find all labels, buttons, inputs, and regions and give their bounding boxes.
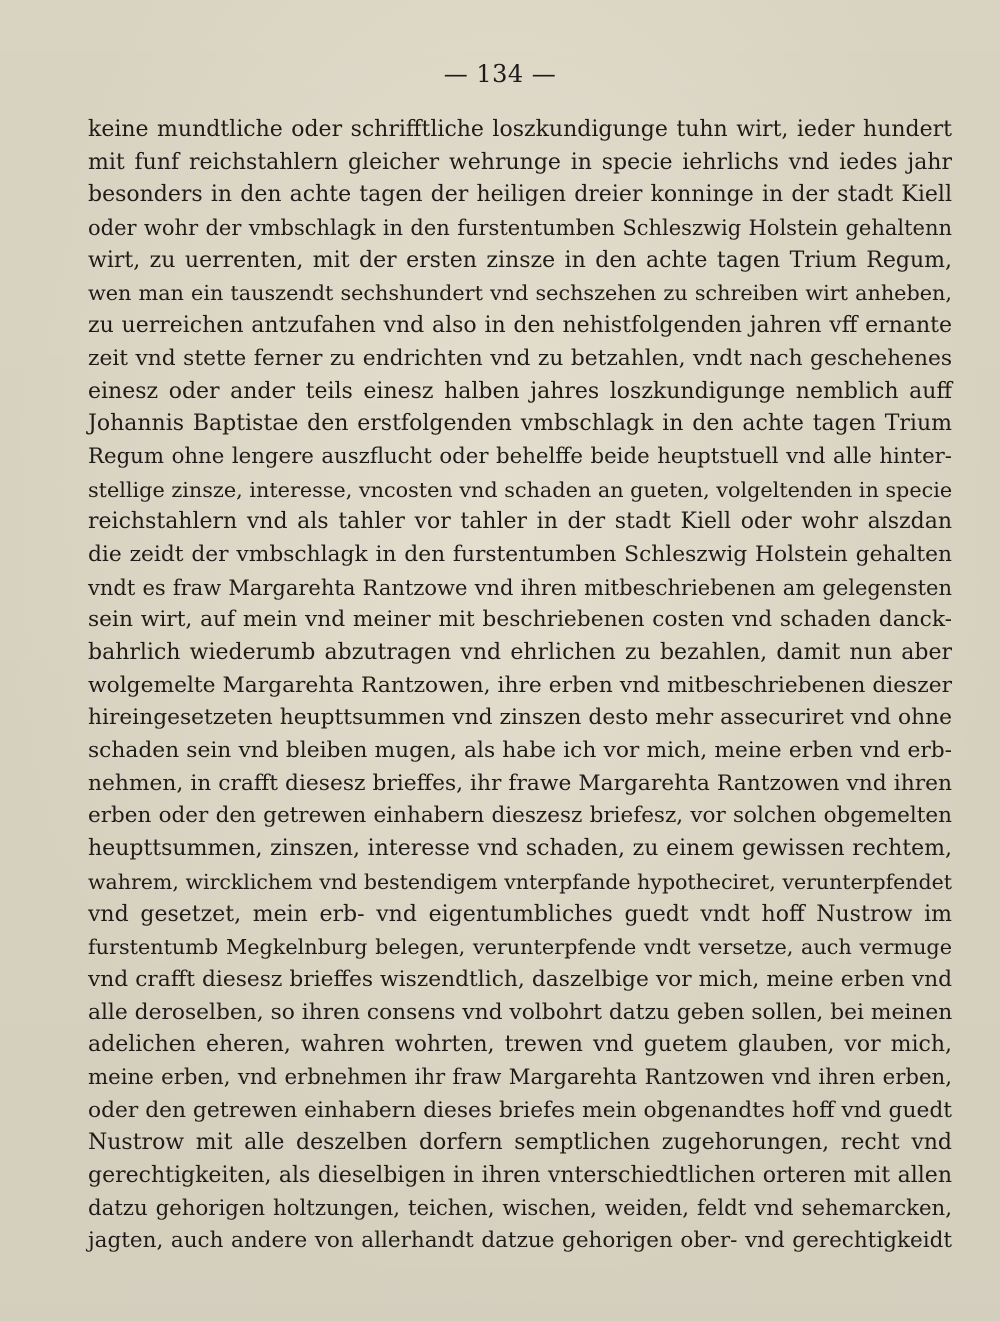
text-line: oder wohr der vmbschlagk in den furstentumben Schleszwig Holstein gehaltenn xyxy=(88,216,952,241)
text-line: furstentumb Megkelnburg belegen, verunterpfende vndt versetze, auch vermuge xyxy=(88,935,952,960)
text-line: wirt, zu uerrenten, mit der ersten zinsze in den achte tagen Trium Regum, xyxy=(88,247,952,273)
text-line: Nustrow mit alle deszelben dorfern semptlichen zugehorungen, recht vnd xyxy=(88,1130,952,1156)
text-line: oder den getrewen einhabern dieses briefes mein obgenandtes hoff vnd guedt xyxy=(88,1097,952,1123)
text-line: nehmen, in crafft diesesz brieffes, ihr frawe Margarehta Rantzowen vnd ihren xyxy=(88,770,952,796)
text-line: bahrlich wiederumb abzutragen vnd ehrlichen zu bezahlen, damit nun aber xyxy=(88,640,952,665)
text-line: heupttsummen, zinszen, interesse vnd schaden, zu einem gewissen rechtem, xyxy=(88,836,952,862)
text-line: sein wirt, auf mein vnd meiner mit beschriebenen costen vnd schaden danck- xyxy=(88,607,952,633)
text-line: adelichen eheren, wahren wohrten, trewen vnd guetem glauben, vor mich, xyxy=(88,1032,952,1058)
text-line: erben oder den getrewen einhabern dieszesz briefesz, vor solchen obgemelten xyxy=(88,803,952,829)
text-line: vnd gesetzet, mein erb- vnd eigentumbliches guedt vndt hoff Nustrow im xyxy=(88,901,952,927)
text-line: hireingesetzeten heupttsummen vnd zinszen desto mehr assecuriret vnd ohne xyxy=(88,705,952,731)
text-line: stellige zinsze, interesse, vncosten vnd schaden an gueten, volgeltenden in specie xyxy=(88,477,953,502)
text-line: einesz oder ander teils einesz halben jahres loszkundigunge nemblich auff xyxy=(88,378,952,404)
text-line: reichstahlern vnd als tahler vor tahler in der stadt Kiell oder wohr alszdan xyxy=(88,509,952,535)
body-text xyxy=(88,114,952,1258)
text-line: die zeidt der vmbschlagk in den furstentumben Schleszwig Holstein gehalten xyxy=(88,541,952,567)
text-line: wahrem, wircklichem vnd bestendigem vnterpfande hypotheciret, verunterpfendet xyxy=(88,869,952,894)
text-line: zeit vnd stette ferner zu endrichten vnd zu betzahlen, vndt nach geschehenes xyxy=(88,345,952,371)
text-line: schaden sein vnd bleiben mugen, als habe ich vor mich, meine erben vnd erb- xyxy=(88,738,952,764)
text-line: wolgemelte Margarehta Rantzowen, ihre erben vnd mitbeschriebenen dieszer xyxy=(88,672,952,698)
page-number: — 134 — xyxy=(443,60,557,88)
text-line: vndt es fraw Margarehta Rantzowe vnd ihren mitbeschriebenen am gelegensten xyxy=(88,575,952,600)
text-line: zu uerreichen antzufahen vnd also in den nehistfolgenden jahren vff ernante xyxy=(88,313,952,339)
text-line: keine mundtliche oder schrifftliche loszkundigunge tuhn wirt, ieder hundert xyxy=(88,117,952,142)
text-line: Regum ohne lengere auszflucht oder behelffe beide heuptstuell vnd alle hinter- xyxy=(88,443,952,469)
text-line: Johannis Baptistae den erstfolgenden vmbschlagk in den achte tagen Trium xyxy=(88,411,952,437)
text-line: jagten, auch andere von allerhandt datzue gehorigen ober- vnd gerechtigkeidt xyxy=(88,1228,952,1254)
text-line: besonders in den achte tagen der heiligen dreier konninge in der stadt Kiell xyxy=(88,182,952,208)
text-line: mit funf reichstahlern gleicher wehrunge in specie iehrlichs vnd iedes jahr xyxy=(88,149,952,175)
text-line: wen man ein tauszendt sechshundert vnd sechszehen zu schreiben wirt anheben, xyxy=(88,281,952,306)
text-line: alle deroselben, so ihren consens vnd volbohrt datzu geben sollen, bei meinen xyxy=(88,999,953,1025)
text-line: vnd crafft diesesz brieffes wiszendtlich, daszelbige vor mich, meine erben vnd xyxy=(88,966,952,992)
text-line: meine erben, vnd erbnehmen ihr fraw Margarehta Rantzowen vnd ihren erben, xyxy=(88,1064,952,1090)
text-line: gerechtigkeiten, als dieselbigen in ihren vnterschiedtlichen orteren mit allen xyxy=(88,1163,952,1188)
text-line: datzu gehorigen holtzungen, teichen, wischen, weiden, feldt vnd sehemarcken, xyxy=(88,1195,952,1221)
